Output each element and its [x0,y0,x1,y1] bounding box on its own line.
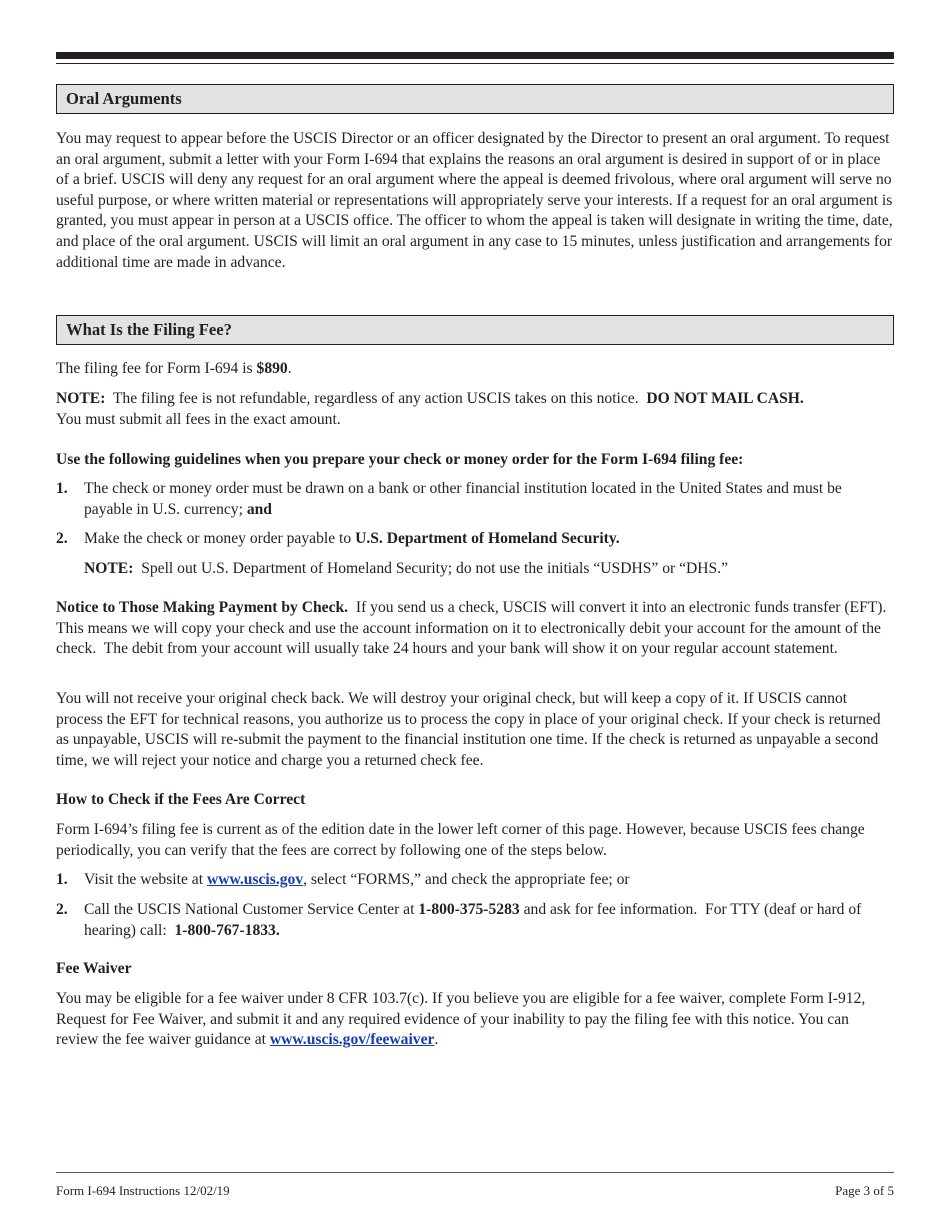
uscis-website-link[interactable]: www.uscis.gov [206,871,304,888]
filing-fee-heading [56,315,894,345]
fees-step-1-text: Visit the website at www.uscis.gov, select “FORMS,” and check the appropriate fee; or [84,871,630,888]
top-thick-rule [56,52,894,59]
fees-correct-heading: How to Check if the Fees Are Correct [56,791,306,808]
fee-waiver-link[interactable]: www.uscis.gov/feewaiver [269,1031,435,1049]
guideline-1-number: 1. [56,480,68,497]
top-thin-rule [56,63,894,64]
filing-fee-note: NOTE: The filing fee is not refundable, regardless of any action USCIS takes on this notice. DO NOT MAIL CASH. You must submit all fees in the exact amount. [56,390,804,428]
filing-fee-amount-line: The filing fee for Form I-694 is $890. [56,360,292,377]
tty-phone: 1-800-767-1833. [174,921,280,939]
payment-guidelines-intro: Use the following guidelines when you prepare your check or money order for the Form I-694 filing fee: [56,451,744,468]
fees-step-1-number: 1. [56,871,68,888]
fee-waiver-body: You may be eligible for a fee waiver under 8 CFR 103.7(c). If you believe you are eligible for a fee waiver, complete Form I-912, Request for Fee Waiver, and submit it and any required evidence of your inability to pay the filing fee with this notice. You can review the fee waiver guidance at www.uscis.gov/feewaiver. [56,990,866,1049]
filing-fee-heading-text: What Is the Filing Fee? [66,320,232,339]
footer-form-edition: Form I-694 Instructions 12/02/19 [56,1183,230,1198]
fees-step-2-text: Call the USCIS National Customer Service Center at 1-800-375-5283 and ask for fee information. For TTY (deaf or hard of hearing) call: 1-800-767-1833. [84,901,866,939]
footer-rule [56,1172,894,1173]
guideline-2-number: 2. [56,530,68,547]
guideline-2-text: Make the check or money order payable to U.S. Department of Homeland Security. [84,530,620,547]
fees-correct-body: Form I-694’s filing fee is current as of the edition date in the lower left corner of this page. However, because USCIS fees change periodically, you can verify that the fees are correct by following one of the steps below. [56,821,865,859]
customer-service-phone: 1-800-375-5283 [418,901,520,918]
check-notice-paragraph-2: You will not receive your original check back. We will destroy your original check, but will keep a copy of it. If USCIS cannot process the EFT for technical reasons, you authorize us to process the copy in place of your original check. If your check is returned as unpayable, USCIS will re-submit the payment to the financial institution one time. If the check is returned as unpayable a second time, we will reject your notice and charge you a returned check fee. [56,690,881,769]
oral-arguments-heading [56,84,894,114]
guideline-1-text: The check or money order must be drawn on a bank or other financial institution located in the United States and must be payable in U.S. currency; and [84,480,842,518]
check-notice-paragraph: Notice to Those Making Payment by Check. If you send us a check, USCIS will convert it into an electronic funds transfer (EFT). This means we will copy your check and use the account information on it to electronically debit your account for the amount of the check. The debit from your account will usually take 24 hours and your bank will show it on your regular account statement. [56,599,894,658]
fees-step-2-number: 2. [56,901,68,918]
guideline-2-note: NOTE: Spell out U.S. Department of Homeland Security; do not use the initials “USDHS” or “DHS.” [84,560,729,577]
footer-page-number: Page 3 of 5 [835,1183,894,1198]
oral-arguments-body: You may request to appear before the USCIS Director or an officer designated by the Director to present an oral argument. To request an oral argument, submit a letter with your Form I-694 that explains the reasons an oral argument is desired in support of or in place of a brief. USCIS will deny any request for an oral argument where the appeal is deemed frivolous, where oral argument will serve no useful purpose, or where written material or representations will appropriately serve your interests. If a request for an oral argument is granted, you must appear in person at a USCIS office. The officer to whom the appeal is taken will designate in writing the time, date, and place of the oral argument. USCIS will limit an oral argument in any case to 15 minutes, unless justification and arrangements for additional time are made in advance. [56,130,893,271]
oral-arguments-heading-text: Oral Arguments [66,89,182,108]
filing-fee-amount: $890 [256,360,288,377]
fee-waiver-heading: Fee Waiver [56,960,132,977]
